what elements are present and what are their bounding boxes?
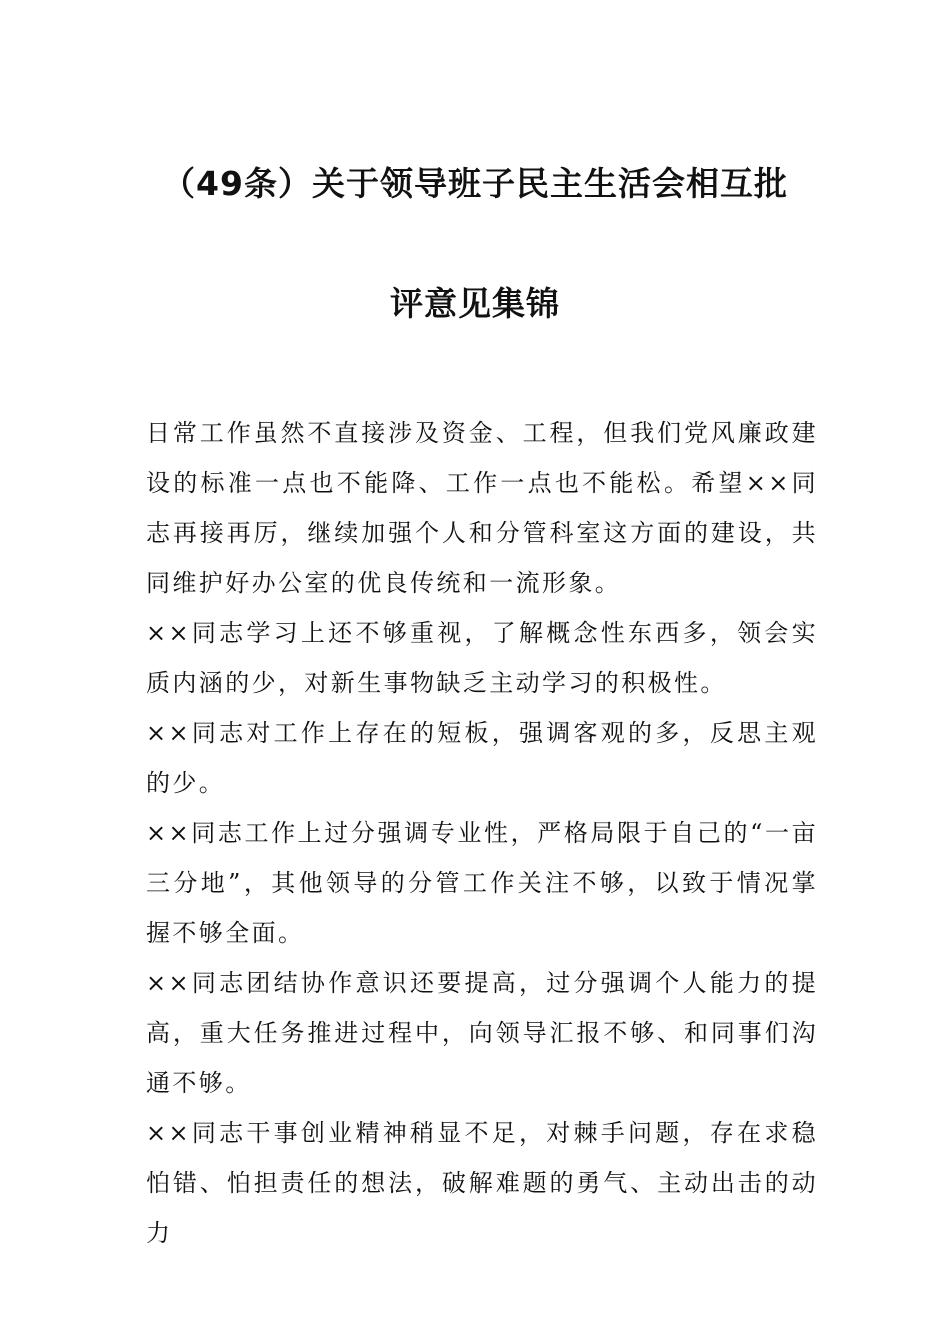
- document-body: [146, 408, 818, 1258]
- document-title-line-2: 评意见集锦: [390, 284, 560, 323]
- paragraph-2: ××同志学习上还不够重视，了解概念性东西多，领会实质内涵的少，对新生事物缺乏主动学习的积极性。: [146, 619, 818, 697]
- paragraph-5: ××同志团结协作意识还要提高，过分强调个人能力的提高，重大任务推进过程中，向领导汇报不够、和同事们沟通不够。: [146, 969, 818, 1097]
- paragraph-3: ××同志对工作上存在的短板，强调客观的多，反思主观的少。: [146, 719, 818, 797]
- paragraph-6: ××同志干事创业精神稍显不足，对棘手问题，存在求稳怕错、怕担责任的想法，破解难题的勇气、主动出击的动力: [146, 1119, 818, 1247]
- paragraph-4: ××同志工作上过分强调专业性，严格局限于自己的“一亩三分地”，其他领导的分管工作关注不够，以致于情况掌握不够全面。: [146, 819, 818, 947]
- paragraph-1: 日常工作虽然不直接涉及资金、工程，但我们党风廉政建设的标准一点也不能降、工作一点也不能松。希望××同志再接再厉，继续加强个人和分管科室这方面的建设，共同维护好办公室的优良传统和一流形象。: [146, 419, 818, 597]
- document-title-line-1: （49条）关于领导班子民主生活会相互批: [162, 164, 788, 203]
